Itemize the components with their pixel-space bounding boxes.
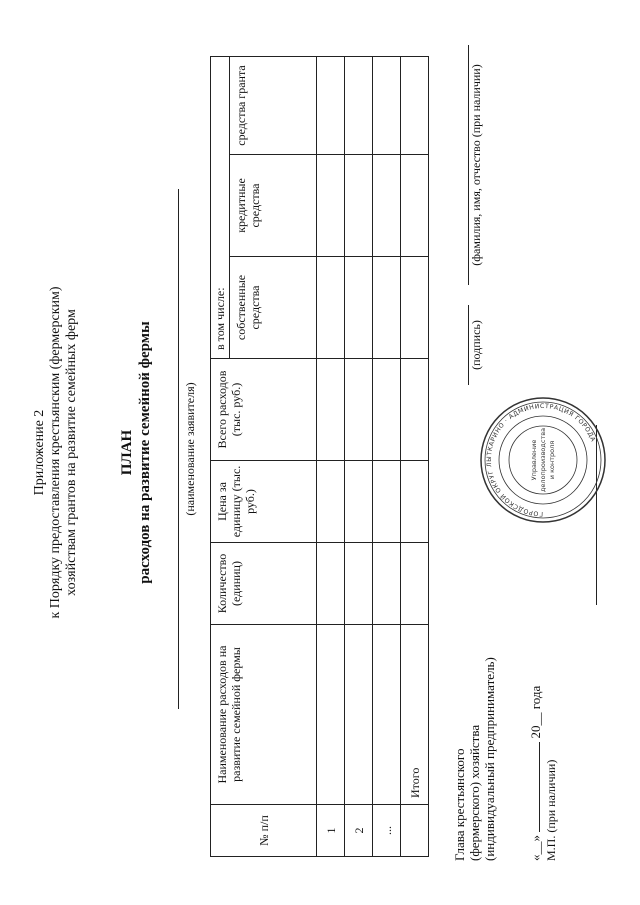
header-name: Наименование расходов на развитие семейной фермы: [211, 625, 317, 805]
applicant-caption: (наименование заявителя): [183, 382, 197, 516]
signatory-block: [452, 621, 497, 861]
row-cell: [317, 155, 345, 257]
appendix-line-2: к Порядку предоставления крестьянским (фермерским): [48, 286, 63, 619]
title-line-1: ПЛАН: [119, 429, 135, 476]
row-cell: [373, 359, 401, 461]
applicant-name-line: [178, 189, 179, 709]
table-row-total: [401, 57, 429, 857]
date-year: 20__: [528, 712, 543, 739]
row-cell: [345, 461, 373, 543]
seal-inner-line-1: Управление: [530, 439, 538, 481]
row-cell: [373, 461, 401, 543]
signatory-line-2: (фермерского) хозяйства: [467, 724, 482, 861]
row-cell: [317, 543, 345, 625]
header-grant: средства гранта: [230, 57, 317, 155]
row-cell: [373, 543, 401, 625]
row-cell: [401, 257, 429, 359]
row-cell: [317, 57, 345, 155]
row-cell: [345, 543, 373, 625]
seal-ring-text: ГОРОДСКОЙ ОКРУГ ЛЫТКАРИНО · АДМИНИСТРАЦИЯ ГОРОДА: [485, 402, 597, 518]
row-cell: [317, 359, 345, 461]
seal-inner-line-2: делопроизводства: [539, 427, 547, 493]
date-month-line: [539, 742, 540, 832]
header-group: в том числе:: [211, 57, 230, 359]
date-suffix: года: [528, 685, 543, 710]
header-price: Цена за единицу (тыс. руб.): [211, 461, 317, 543]
table-row: [373, 57, 401, 857]
row-cell: [401, 155, 429, 257]
row-cell: [401, 461, 429, 543]
row-cell: [373, 57, 401, 155]
document-title: [118, 0, 154, 905]
table-row: [317, 57, 345, 857]
row-cell: [345, 257, 373, 359]
table-row: [345, 57, 373, 857]
row-name-total: Итого: [401, 625, 429, 805]
expense-plan-table: [210, 56, 429, 857]
title-line-2: расходов на развитие семейной фермы: [137, 321, 153, 584]
row-cell: [401, 359, 429, 461]
row-cell: [401, 543, 429, 625]
date-day: «__»: [528, 835, 543, 861]
header-own: собственные средства: [230, 257, 317, 359]
seal-inner-line-3: и контроля: [548, 440, 556, 480]
row-name: [317, 625, 345, 805]
appendix-header: [32, 0, 80, 905]
row-cell: [317, 257, 345, 359]
row-cell: [373, 155, 401, 257]
stamp-place-label: М.П. (при наличии): [544, 759, 558, 861]
signatory-line-3: (индивидуальный предприниматель): [482, 657, 497, 861]
header-num: № п/п: [211, 805, 317, 857]
row-cell: [373, 257, 401, 359]
signature-field: [468, 305, 484, 385]
row-cell: [345, 155, 373, 257]
row-num: 2: [345, 805, 373, 857]
row-cell: [345, 359, 373, 461]
row-name: [345, 625, 373, 805]
row-cell: [317, 461, 345, 543]
signatory-line-1: Глава крестьянского: [452, 748, 467, 861]
fullname-field: [468, 45, 484, 285]
header-qty: Количество (единиц): [211, 543, 317, 625]
row-name: [373, 625, 401, 805]
signature-caption: (подпись): [469, 320, 483, 370]
row-num: [401, 805, 429, 857]
official-seal-stamp: [478, 395, 608, 525]
fullname-caption: (фамилия, имя, отчество (при наличии): [469, 64, 483, 266]
row-num: ...: [373, 805, 401, 857]
header-credit: кредитные средства: [230, 155, 317, 257]
row-num: 1: [317, 805, 345, 857]
header-total: Всего расходов (тыс. руб.): [211, 359, 317, 461]
table-header-row-1: [211, 57, 230, 857]
date-line: [528, 686, 544, 861]
row-cell: [345, 57, 373, 155]
row-cell: [401, 57, 429, 155]
appendix-line-3: хозяйствам грантов на развитие семейных ферм: [64, 309, 79, 596]
appendix-line-1: Приложение 2: [32, 409, 47, 496]
